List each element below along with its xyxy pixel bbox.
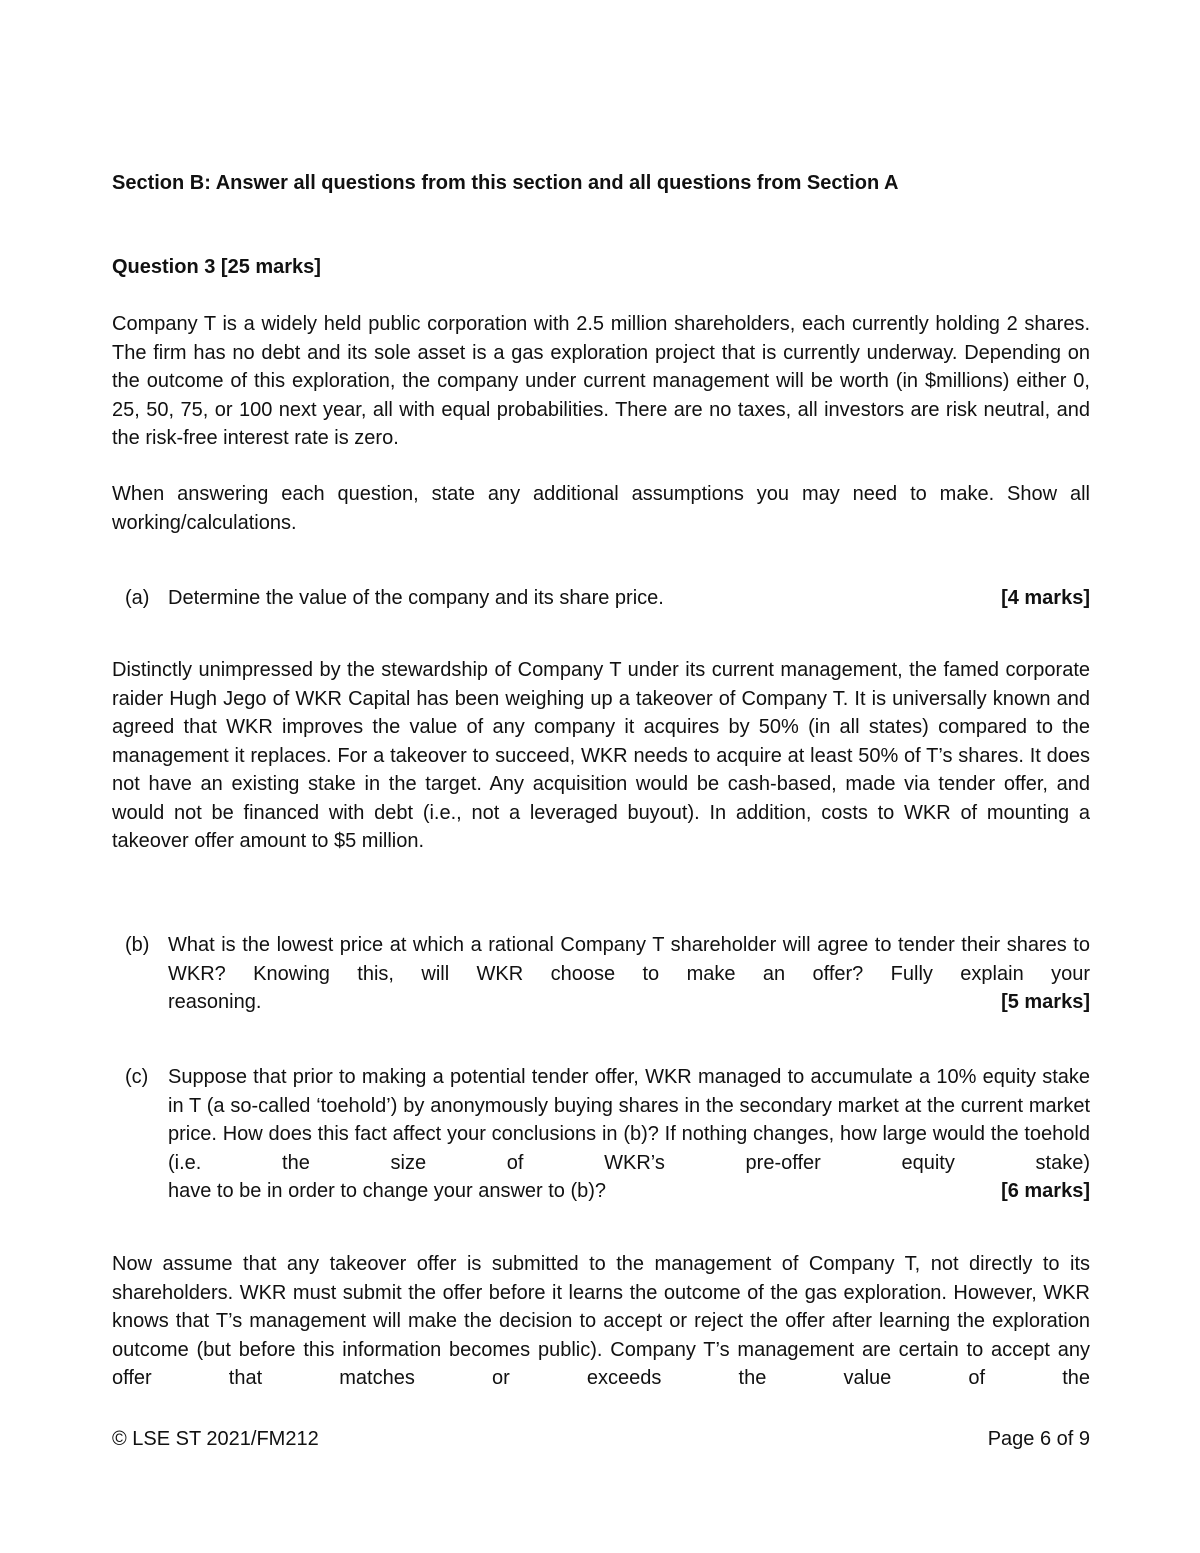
footer-copyright: © LSE ST 2021/FM212 [112, 1428, 319, 1450]
subquestion-a-text: Determine the value of the company and its share price. [168, 587, 664, 609]
subquestion-b-text-last: reasoning. [168, 991, 262, 1013]
subquestion-a-label: (a) [125, 587, 150, 609]
subquestion-c [112, 1063, 1090, 1206]
subquestion-b-marks: [5 marks] [1001, 991, 1090, 1013]
subquestion-c-text: Suppose that prior to making a potential tender offer, WKR managed to accumulate a 10% equity stake in T (a so-called ‘toehold’) by anonymously buying shares in the secondary market at the current market price. How does this fact affect your conclusions in (b)? If nothing changes, how large would the toehold (i.e. the size of WKR’s pre-offer equity stake) [168, 1066, 1090, 1174]
question-heading: Question 3 [25 marks] [112, 256, 321, 278]
final-paragraph: Now assume that any takeover offer is submitted to the management of Company T, not directly to its shareholders. WKR must submit the offer before it learns the outcome of the gas exploration. However, WKR knows that T’s management will make the decision to accept or reject the offer after learning the exploration outcome (but before this information becomes public). Company T’s management are certain to accept any offer that matches or exceeds the value of the [112, 1253, 1090, 1389]
subquestion-b-label: (b) [125, 934, 150, 956]
subquestion-c-label: (c) [125, 1066, 149, 1088]
subquestion-a [112, 584, 1090, 613]
section-heading: Section B: Answer all questions from this section and all questions from Section A [112, 172, 899, 194]
subquestion-b-text: What is the lowest price at which a rational Company T shareholder will agree to tender their shares to WKR? Knowing this, will WKR choose to make an offer? Fully explain your [168, 934, 1090, 985]
takeover-paragraph: Distinctly unimpressed by the stewardship of Company T under its current management, the famed corporate raider Hugh Jego of WKR Capital has been weighing up a takeover of Company T. It is universally known and agreed that WKR improves the value of any company it acquires by 50% (in all states) compared to the management it replaces. For a takeover to succeed, WKR needs to acquire at least 50% of T’s shares. It does not have an existing stake in the target. Any acquisition would be cash-based, made via tender offer, and would not be financed with debt (i.e., not a leveraged buyout). In addition, costs to WKR of mounting a takeover offer amount to $5 million. [112, 659, 1090, 852]
instructions-paragraph: When answering each question, state any additional assumptions you may need to make. Show all working/calculations. [112, 483, 1090, 534]
subquestion-c-marks: [6 marks] [1001, 1180, 1090, 1202]
subquestion-b [112, 931, 1090, 1017]
exam-page [112, 0, 1090, 1553]
subquestion-c-text-last: have to be in order to change your answer to (b)? [168, 1180, 607, 1202]
subquestion-a-marks: [4 marks] [1001, 587, 1090, 609]
footer-page-number: Page 6 of 9 [987, 1428, 1090, 1450]
intro-paragraph: Company T is a widely held public corporation with 2.5 million shareholders, each currently holding 2 shares. The firm has no debt and its sole asset is a gas exploration project that is currently underway. Depending on the outcome of this exploration, the company under current management will be worth (in $millions) either 0, 25, 50, 75, or 100 next year, all with equal probabilities. There are no taxes, all investors are risk neutral, and the risk-free interest rate is zero. [112, 313, 1090, 449]
